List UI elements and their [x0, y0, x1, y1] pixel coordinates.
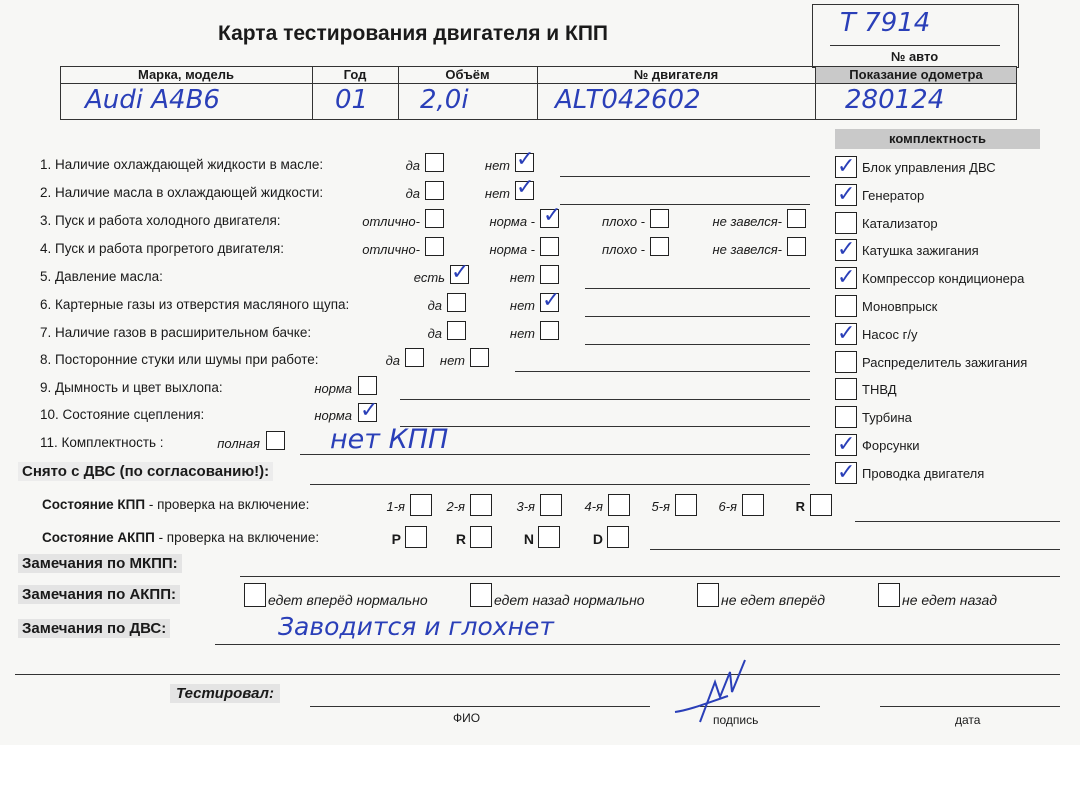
option-norma: норма -: [489, 242, 535, 257]
akpp-gear-checkbox[interactable]: [538, 526, 560, 548]
kpp-gear-checkbox[interactable]: [540, 494, 562, 516]
signature-drawing: [670, 652, 760, 724]
checkbox-akpp-backward[interactable]: [470, 583, 492, 607]
kit-item-label: Проводка двигателя: [862, 465, 985, 481]
akpp-gear-label: P: [391, 531, 401, 547]
checkbox-7-da[interactable]: [447, 321, 466, 340]
check-row-10: 10. Состояние сцепления:: [40, 407, 205, 422]
checkbox-6-da[interactable]: [447, 293, 466, 312]
col-odometer: Показание одометра: [849, 67, 983, 82]
option-otlichno: отлично-: [362, 214, 420, 229]
kpp-gear-checkbox[interactable]: [410, 494, 432, 516]
option-ne-zavelsya: не завелся-: [712, 242, 782, 257]
check-row-2: 2. Наличие масла в охлаждающей жидкости:: [40, 185, 324, 200]
check-row-4: 4. Пуск и работа прогретого двигателя:: [40, 241, 284, 256]
option-net: нет: [509, 270, 535, 285]
checkmark: ✓: [516, 147, 535, 172]
kit-checkbox[interactable]: [835, 212, 857, 234]
akpp-no-backward-label: не едет назад: [902, 592, 997, 608]
signature-label: подпись: [713, 713, 759, 727]
kpp-gear-checkbox[interactable]: [810, 494, 832, 516]
removed-label: Снято с ДВС (по согласованию!):: [18, 462, 273, 481]
kit-checkbox[interactable]: [835, 406, 857, 428]
tested-by-label: Тестировал:: [170, 684, 280, 703]
checkbox-4-ne-zavelsya[interactable]: [787, 237, 806, 256]
option-da: да: [385, 353, 400, 368]
option-est: есть: [413, 270, 445, 285]
auto-number-label: № авто: [890, 49, 939, 64]
kit-item-label: Насос г/у: [862, 326, 918, 342]
remarks-akpp-label: Замечания по АКПП:: [18, 585, 180, 604]
check-row-5: 5. Давление масла:: [40, 269, 163, 284]
checkmark: ✓: [837, 181, 856, 207]
check-row-11: 11. Комплектность :: [40, 435, 164, 450]
kit-item-label: Форсунки: [862, 438, 920, 453]
value-odometer: 280124: [845, 85, 945, 115]
remarks-dvs-label: Замечания по ДВС:: [18, 619, 170, 638]
option-net: нет: [509, 298, 535, 313]
check-row-6: 6. Картерные газы из отверстия масляного щупа:: [40, 297, 350, 312]
kit-checkbox[interactable]: [835, 295, 857, 317]
checkmark: ✓: [837, 320, 856, 346]
checkbox-3-otlichno[interactable]: [425, 209, 444, 228]
remarks-mkpp-label: Замечания по МКПП:: [18, 554, 182, 573]
option-da: да: [427, 298, 442, 313]
checkbox-akpp-no-forward[interactable]: [697, 583, 719, 607]
col-volume: Объём: [445, 67, 490, 82]
checkbox-8-da[interactable]: [405, 348, 424, 367]
option-norma: норма: [314, 408, 352, 423]
checkmark: ✓: [516, 175, 535, 200]
date-label: дата: [955, 713, 981, 727]
kit-item-label: ТНВД: [862, 382, 897, 398]
checkbox-4-norma[interactable]: [540, 237, 559, 256]
akpp-gear-checkbox[interactable]: [405, 526, 427, 548]
option-net: нет: [484, 158, 510, 173]
check-row-3: 3. Пуск и работа холодного двигателя:: [40, 213, 281, 228]
checkbox-9-norma[interactable]: [358, 376, 377, 395]
option-net: нет: [439, 353, 465, 368]
kit-checkbox[interactable]: [835, 351, 857, 373]
kpp-state-label: Состояние КПП - проверка на включение:: [42, 497, 310, 512]
kpp-gear-label: R: [795, 499, 805, 514]
value-volume: 2,0i: [420, 85, 469, 115]
checkbox-11-polnaya[interactable]: [266, 431, 285, 450]
option-ploho: плохо -: [602, 214, 645, 229]
option-polnaya: полная: [217, 436, 260, 451]
checkbox-akpp-no-backward[interactable]: [878, 583, 900, 607]
col-engine-no: № двигателя: [633, 67, 719, 82]
akpp-gear-checkbox[interactable]: [607, 526, 629, 548]
col-make-model: Марка, модель: [137, 67, 235, 82]
value-make-model: Audi A4B6: [85, 85, 220, 115]
option-ne-zavelsya: не завелся-: [712, 214, 782, 229]
col-year: Год: [343, 67, 367, 82]
checkbox-3-ploho[interactable]: [650, 209, 669, 228]
value-year: 01: [335, 85, 369, 115]
check-row-1: 1. Наличие охлаждающей жидкости в масле:: [40, 157, 324, 172]
kpp-gear-checkbox[interactable]: [608, 494, 630, 516]
option-net: нет: [509, 326, 535, 341]
kit-item-label: Блок управления ДВС: [862, 160, 996, 175]
checkbox-8-net[interactable]: [470, 348, 489, 367]
checkbox-4-otlichno[interactable]: [425, 237, 444, 256]
kit-item-label: Распределитель зажигания: [862, 354, 1028, 370]
checkbox-3-ne-zavelsya[interactable]: [787, 209, 806, 228]
checkmark: ✓: [360, 398, 379, 423]
komplekt-note: нет КПП: [330, 424, 449, 455]
kpp-gear-checkbox[interactable]: [742, 494, 764, 516]
kpp-gear-label: 2-я: [446, 499, 465, 514]
kit-item-label: Компрессор кондиционера: [862, 271, 1025, 287]
kpp-gear-label: 1-я: [386, 499, 405, 514]
akpp-gear-label: N: [523, 531, 534, 547]
akpp-no-forward-label: не едет вперёд: [721, 592, 826, 608]
checkmark: ✓: [543, 203, 562, 228]
checkmark: ✓: [542, 288, 561, 313]
option-net: нет: [484, 186, 510, 201]
check-row-9: 9. Дымность и цвет выхлопа:: [40, 380, 223, 395]
checkmark: ✓: [837, 237, 856, 263]
option-otlichno: отлично-: [362, 242, 420, 257]
check-row-8: 8. Посторонние стуки или шумы при работе:: [40, 352, 319, 367]
checkbox-akpp-forward[interactable]: [244, 583, 266, 607]
checkbox-2-da[interactable]: [425, 181, 444, 200]
kit-item-label: Катушка зажигания: [862, 243, 979, 259]
option-da: да: [405, 186, 420, 201]
kit-item-label: Генератор: [862, 187, 925, 203]
checkmark: ✓: [837, 154, 856, 179]
checkbox-5-net[interactable]: [540, 265, 559, 284]
option-da: да: [427, 326, 442, 341]
option-da: да: [405, 158, 420, 173]
kpp-gear-checkbox[interactable]: [470, 494, 492, 516]
option-norma: норма -: [489, 214, 535, 229]
kit-item-label: Моновпрыск: [862, 299, 938, 314]
page-title: Карта тестирования двигателя и КПП: [218, 22, 609, 45]
checkmark: ✓: [837, 432, 856, 457]
kit-item-label: Катализатор: [862, 215, 938, 231]
kpp-gear-checkbox[interactable]: [675, 494, 697, 516]
akpp-state-label: Состояние АКПП - проверка на включение:: [42, 530, 320, 545]
fio-label: ФИО: [453, 711, 481, 725]
checkbox-1-da[interactable]: [425, 153, 444, 172]
auto-number-value: Т 7914: [840, 8, 931, 38]
checkbox-4-ploho[interactable]: [650, 237, 669, 256]
kpp-gear-label: 3-я: [516, 499, 535, 514]
option-ploho: плохо -: [602, 242, 645, 257]
akpp-forward-label: едет вперёд нормально: [268, 592, 428, 608]
kit-title: комплектность: [835, 129, 1040, 149]
kpp-gear-label: 4-я: [584, 499, 603, 514]
checkmark: ✓: [451, 260, 470, 285]
akpp-gear-checkbox[interactable]: [470, 526, 492, 548]
remarks-dvs-note: Заводится и глохнет: [278, 612, 554, 641]
value-engine-no: ALT042602: [555, 85, 701, 115]
option-norma: норма: [314, 381, 352, 396]
checkmark: ✓: [837, 265, 856, 291]
akpp-backward-label: едет назад нормально: [494, 592, 645, 608]
check-row-7: 7. Наличие газов в расширительном бачке:: [40, 325, 312, 340]
kpp-gear-label: 5-я: [651, 499, 670, 514]
checkmark: ✓: [837, 459, 856, 485]
kit-checkbox[interactable]: [835, 378, 857, 400]
checkbox-7-net[interactable]: [540, 321, 559, 340]
kpp-gear-label: 6-я: [718, 499, 737, 514]
kit-item-label: Турбина: [862, 410, 912, 426]
akpp-gear-label: D: [592, 531, 603, 547]
akpp-gear-label: R: [455, 531, 466, 547]
